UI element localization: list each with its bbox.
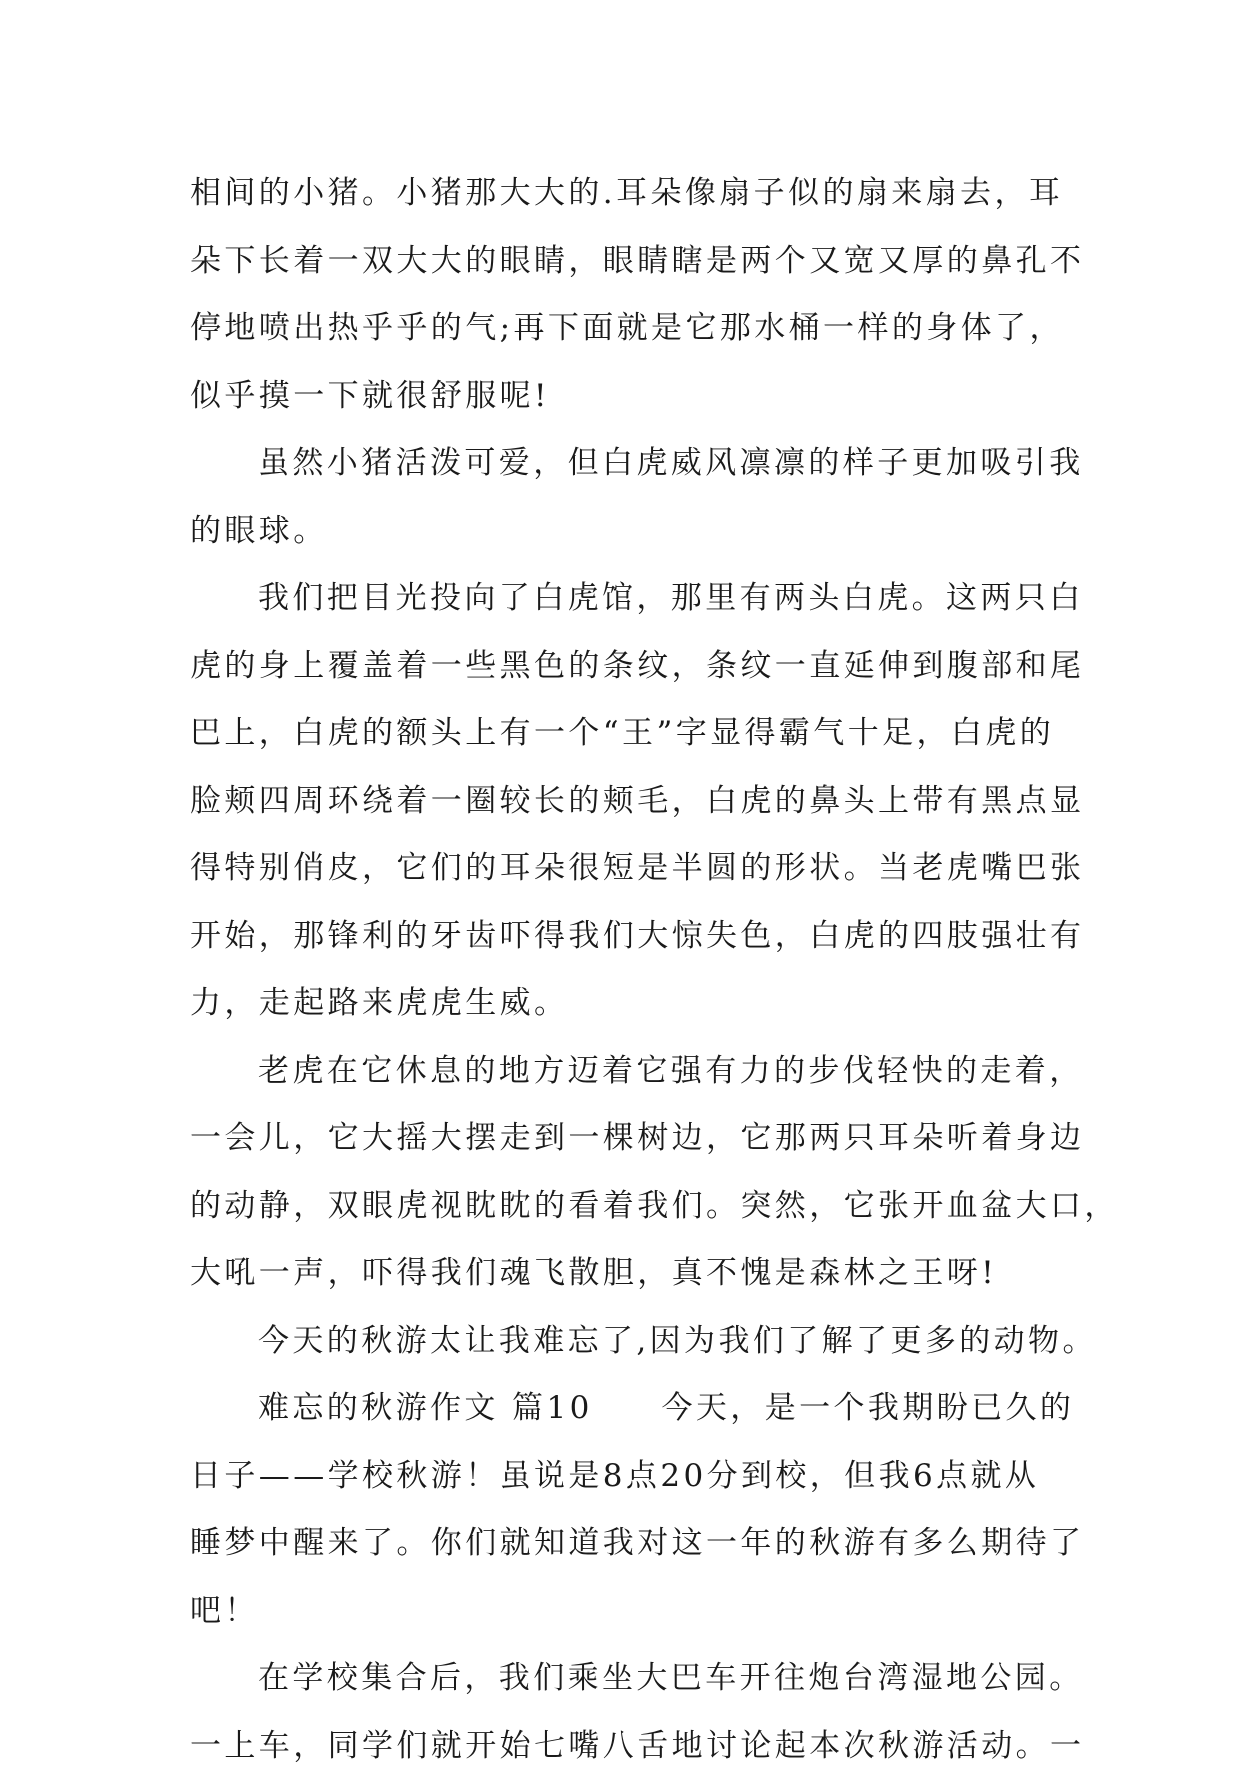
text-line: 一会儿，它大摇大摆走到一棵树边，它那两只耳朵听着身边	[190, 1105, 1050, 1173]
document-body	[190, 160, 1050, 1780]
text-line: 得特别俏皮，它们的耳朵很短是半圆的形状。当老虎嘴巴张	[190, 835, 1050, 903]
text-line: 大吼一声，吓得我们魂飞散胆，真不愧是森林之王呀!	[190, 1240, 1050, 1308]
text-line: 虽然小猪活泼可爱，但白虎威风凛凛的样子更加吸引我	[190, 430, 1050, 498]
text-line: 朵下长着一双大大的眼睛，眼睛瞎是两个又宽又厚的鼻孔不	[190, 228, 1050, 296]
text-line: 吧！	[190, 1578, 1050, 1646]
text-line: 力，走起路来虎虎生威。	[190, 970, 1050, 1038]
text-line: 巴上，白虎的额头上有一个“王”字显得霸气十足，白虎的	[190, 700, 1050, 768]
text-line: 停地喷出热乎乎的气;再下面就是它那水桶一样的身体了，	[190, 295, 1050, 363]
text-line: 的眼球。	[190, 498, 1050, 566]
text-line: 的动静，双眼虎视眈眈的看着我们。突然，它张开血盆大口，	[190, 1173, 1050, 1241]
text-line: 难忘的秋游作文 篇10 今天，是一个我期盼已久的	[190, 1375, 1050, 1443]
text-line: 似乎摸一下就很舒服呢!	[190, 363, 1050, 431]
text-line: 脸颊四周环绕着一圈较长的颊毛，白虎的鼻头上带有黑点显	[190, 768, 1050, 836]
text-line: 睡梦中醒来了。你们就知道我对这一年的秋游有多么期待了	[190, 1510, 1050, 1578]
text-line: 一上车，同学们就开始七嘴八舌地讨论起本次秋游活动。一	[190, 1713, 1050, 1780]
text-line: 虎的身上覆盖着一些黑色的条纹，条纹一直延伸到腹部和尾	[190, 633, 1050, 701]
text-line: 相间的小猪。小猪那大大的.耳朵像扇子似的扇来扇去，耳	[190, 160, 1050, 228]
text-line: 开始，那锋利的牙齿吓得我们大惊失色，白虎的四肢强壮有	[190, 903, 1050, 971]
text-line: 日子——学校秋游！虽说是8点20分到校，但我6点就从	[190, 1443, 1050, 1511]
text-line: 老虎在它休息的地方迈着它强有力的步伐轻快的走着，	[190, 1038, 1050, 1106]
text-line: 在学校集合后，我们乘坐大巴车开往炮台湾湿地公园。	[190, 1645, 1050, 1713]
text-line: 今天的秋游太让我难忘了,因为我们了解了更多的动物。	[190, 1308, 1050, 1376]
text-line: 我们把目光投向了白虎馆，那里有两头白虎。这两只白	[190, 565, 1050, 633]
